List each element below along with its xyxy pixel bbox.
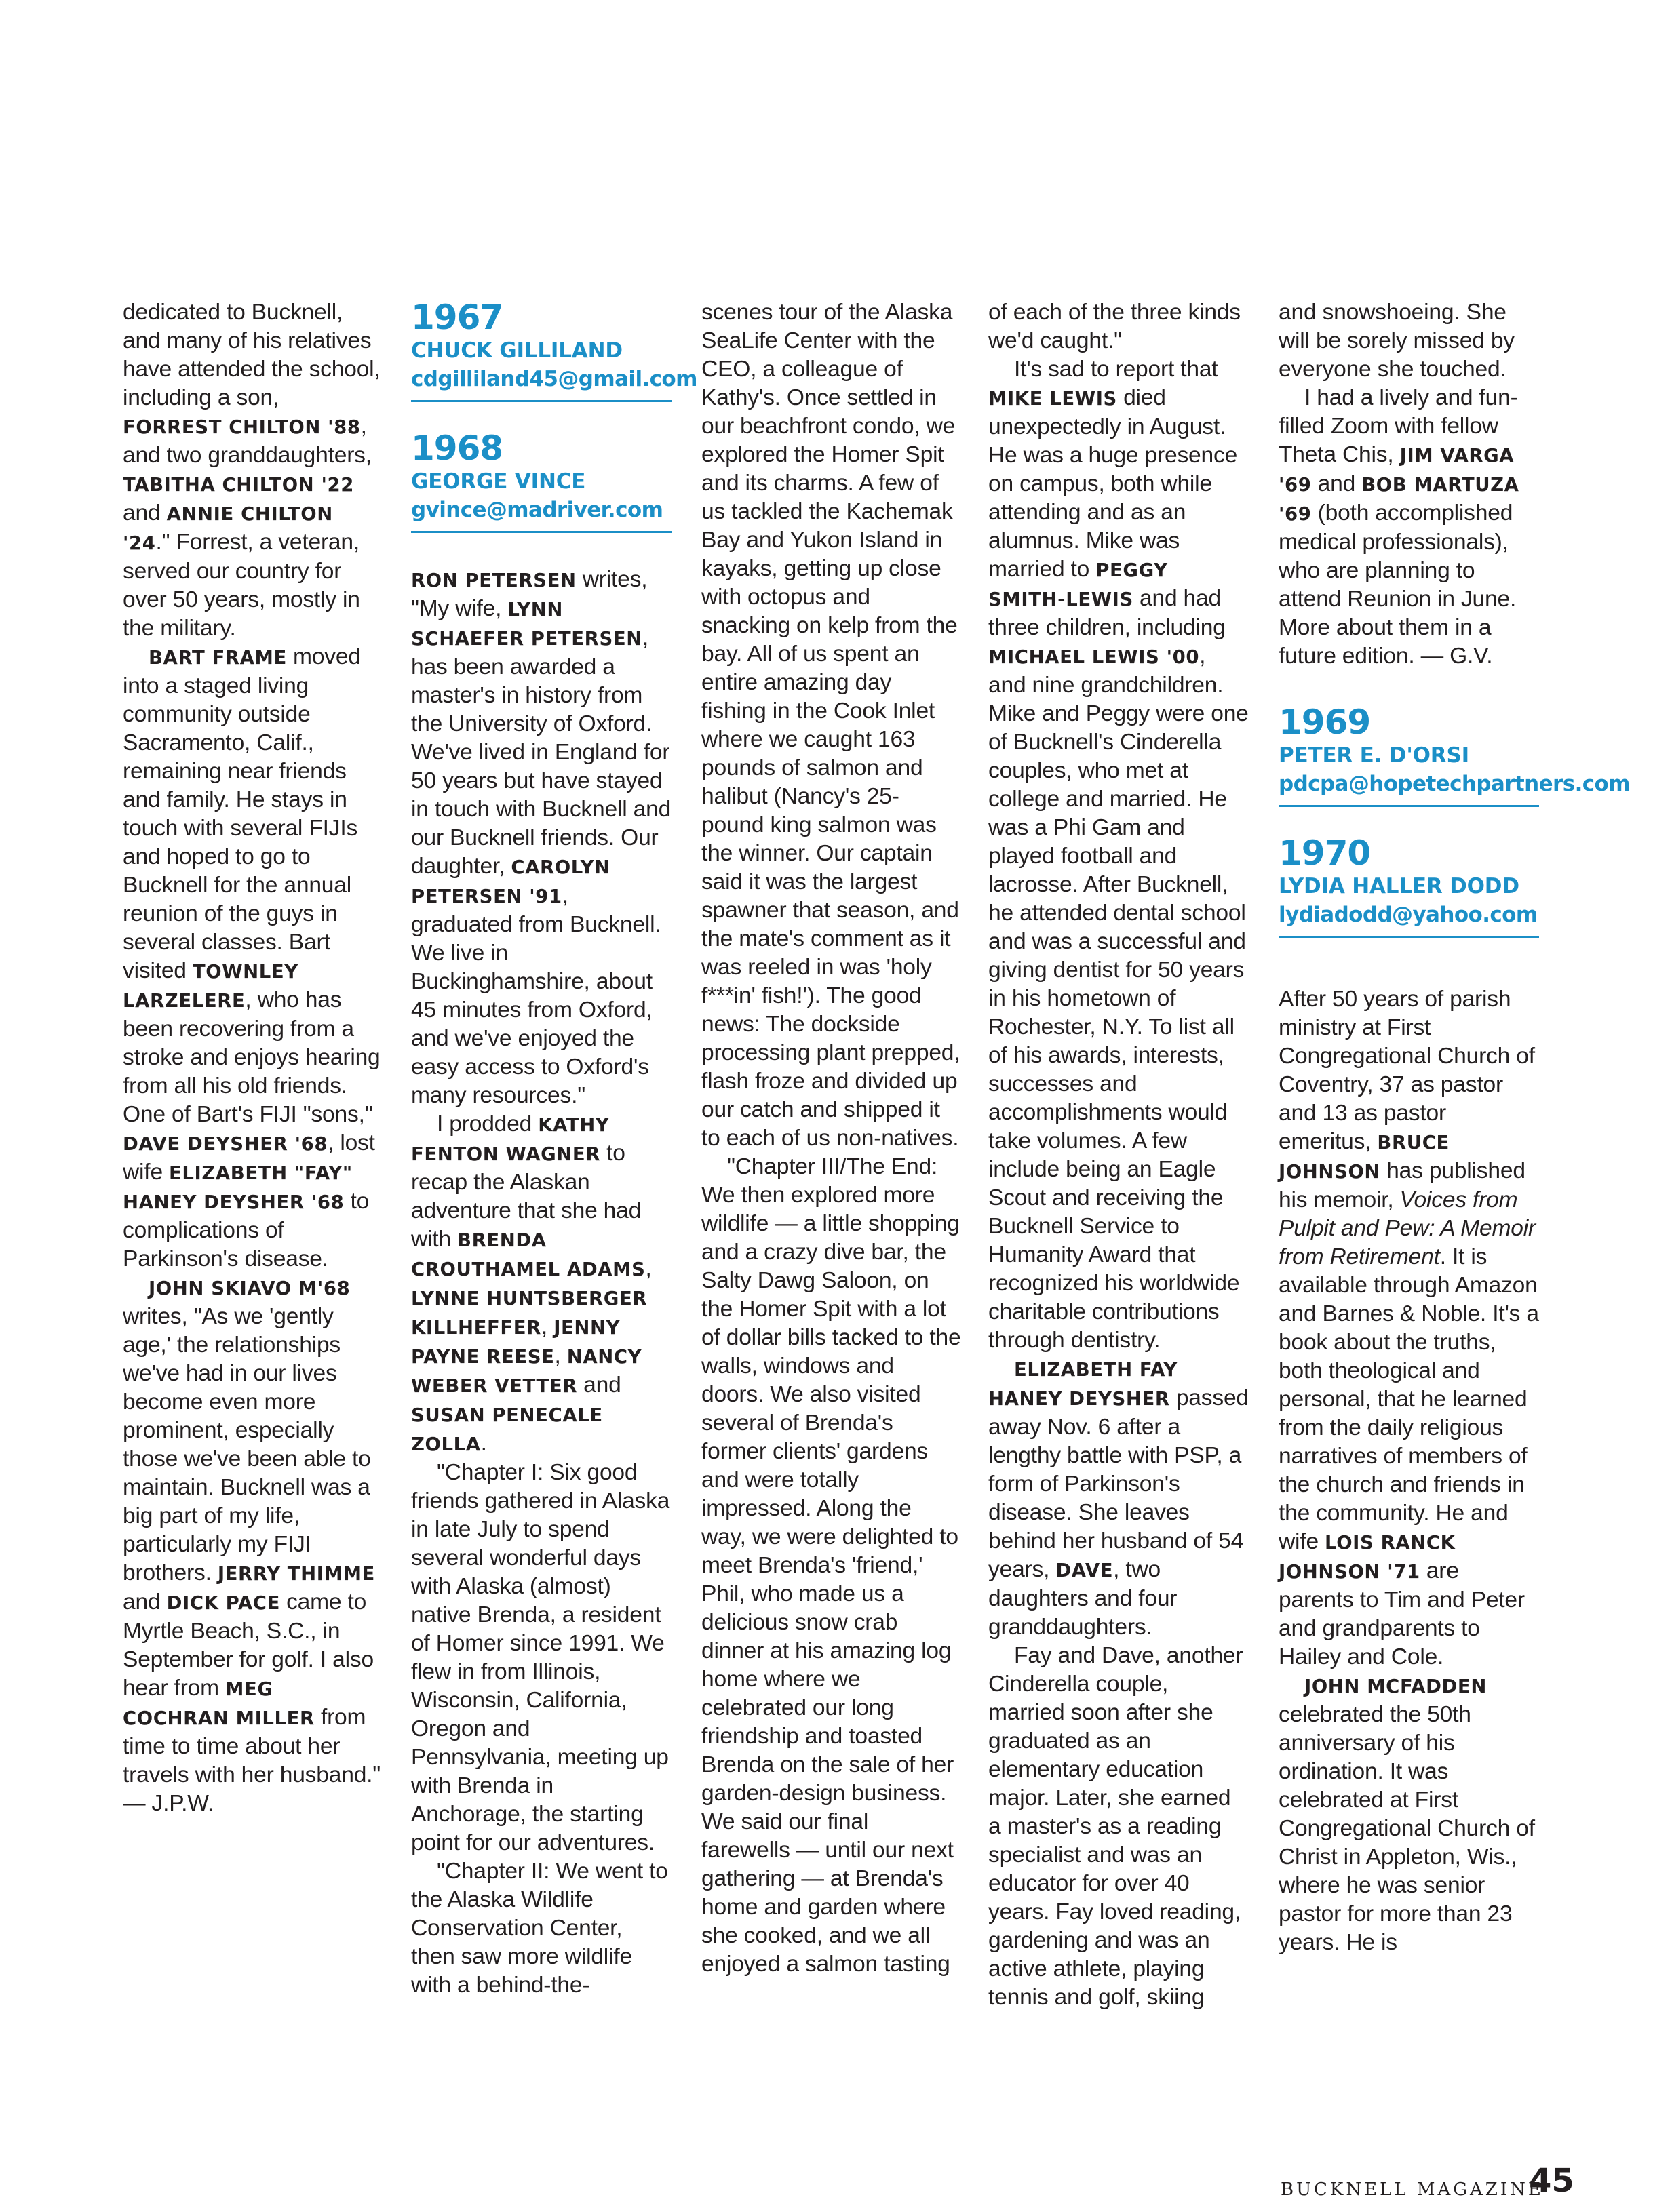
alumni-name: LOIS RANCK JOHNSON '71: [1279, 1532, 1456, 1583]
magazine-name: BUCKNELL MAGAZINE: [1281, 2179, 1544, 2200]
correspondent-email[interactable]: gvince@madriver.com: [411, 498, 663, 522]
paragraph: BART FRAME moved into a staged living community outside Sacramento, Calif., remaining near friends and family. He stays in touch with several FIJIs and hoped to go to Bucknell for the annual reunion of the guys in several classes. Bart visited TOWNLEY LARZELERE, who has been recovering from a stroke and enjoys hearing from all his old friends. One of Bart's FIJI "sons," DAVE DEYSHER '68, lost wife ELIZABETH "FAY" HANEY DEYSHER '68 to complications of Parkinson's disease.: [123, 644, 381, 1271]
alumni-name: TABITHA CHILTON '22: [123, 474, 354, 496]
paragraph: I had a lively and fun-filled Zoom with fellow Theta Chis, JIM VARGA '69 and BOB MARTUZA '69 (both accomplished medical professionals), who are planning to attend Reunion in June. More about them in a future edition. — G.V.: [1279, 385, 1519, 669]
paragraph: JOHN SKIAVO M'68 writes, "As we 'gently age,' the relationships we've had in our lives become even more prominent, especially those we've been able to maintain. Bucknell was a big part of my life, particularly my FIJI brothers. JERRY THIMME and DICK PACE came to Myrtle Beach, S.C., in September for golf. I also hear from MEG COCHRAN MILLER from time to time about her travels with her husband." — J.P.W.: [123, 1278, 381, 1816]
alumni-name: DAVE DEYSHER '68: [123, 1133, 328, 1155]
alumni-name: MICHAEL LEWIS '00: [988, 646, 1200, 668]
column-4: [988, 298, 1249, 2012]
paragraph: "Chapter III/The End: We then explored more wildlife — a little shopping and a crazy dive bar, the Salty Dawg Saloon, on the Homer Spit with a lot of dollar bills tacked to the walls, windows and doors. We also visited several of Brenda's former clients' gardens and were totally impressed. Along the way, we were delighted to meet Brenda's 'friend,' Phil, who made us a delicious snow crab dinner at his amazing log home where we celebrated our long friendship and toasted Brenda on the sale of her garden-design business. We said our final farewells — until our next gathering — at Brenda's home and garden where she cooked, and we all enjoyed a salmon tasting: [701, 1154, 961, 1977]
alumni-name: JOHN MCFADDEN: [1304, 1676, 1487, 1697]
class-correspondent: GEORGE VINCE: [411, 469, 586, 494]
class-correspondent: LYDIA HALLER DODD: [1279, 874, 1519, 898]
alumni-name: BART FRAME: [149, 647, 287, 669]
paragraph: scenes tour of the Alaska SeaLife Center with the CEO, a colleague of Kathy's. Once settled in our beachfront condo, we explored the Homer Spit and its charms. A few of us tackled the Kachemak Bay and Yukon Island in kayaks, getting up close with octopus and snacking on kelp from the bay. All of us spent an entire amazing day fishing in the Cook Inlet where we caught 163 pounds of salmon and halibut (Nancy's 25-pound king salmon was the winner. Our captain said it was the largest spawner that season, and the mate's comment as it was reeled in was 'holy f***in' fish!'). The good news: The dockside processing plant prepped, flash froze and divided up our catch and shipped it to each of us non-natives.: [701, 300, 960, 1151]
correspondent-email[interactable]: lydiadodd@yahoo.com: [1279, 903, 1538, 927]
alumni-name: JIM VARGA '69: [1279, 445, 1515, 496]
alumni-name: KATHY FENTON WAGNER: [411, 1114, 610, 1165]
alumni-name: RON PETERSEN: [411, 570, 577, 591]
class-1970-header: [1279, 834, 1539, 929]
paragraph: I prodded KATHY FENTON WAGNER to recap the Alaskan adventure that she had with BRENDA CROUTHAMEL ADAMS, LYNNE HUNTSBERGER KILLHEFFER, JENNY PAYNE REESE, NANCY WEBER VETTER and SUSAN PENECALE ZOLLA.: [411, 1111, 652, 1456]
paragraph: dedicated to Bucknell, and many of his relatives have attended the school, including a son, FORREST CHILTON '88, and two granddaughters, TABITHA CHILTON '22 and ANNIE CHILTON '24." Forrest, a veteran, served our country for over 50 years, mostly in the military.: [123, 300, 381, 641]
alumni-name: MEG COCHRAN MILLER: [123, 1678, 315, 1729]
alumni-name: ANNIE CHILTON '24: [123, 503, 333, 554]
page-number: 45: [1529, 2162, 1574, 2200]
alumni-name: JENNY PAYNE REESE: [411, 1317, 621, 1368]
alumni-name: TOWNLEY LARZELERE: [123, 961, 298, 1012]
alumni-name: JERRY THIMME: [217, 1563, 375, 1585]
paragraph: Fay and Dave, another Cinderella couple, married soon after she graduated as an elementary education major. Later, she earned a master's as a reading specialist and was an educator for over 40 years. Fay loved reading, gardening and was an active athlete, playing tennis and golf, skiing: [988, 1643, 1243, 2010]
alumni-name: DAVE: [1055, 1560, 1114, 1581]
paragraph: and snowshoeing. She will be sorely missed by everyone she touched.: [1279, 300, 1515, 382]
alumni-name: MIKE LEWIS: [988, 388, 1117, 410]
class-year: 1970: [1279, 833, 1371, 873]
paragraph: "Chapter II: We went to the Alaska Wildlife Conservation Center, then saw more wildlife with a behind-the-: [411, 1859, 668, 1998]
alumni-name: ELIZABETH FAY HANEY DEYSHER: [988, 1359, 1178, 1410]
alumni-name: LYNNE HUNTSBERGER KILLHEFFER: [411, 1288, 648, 1339]
column-5: [1279, 298, 1630, 1957]
paragraph: ELIZABETH FAY HANEY DEYSHER passed away Nov. 6 after a lengthy battle with PSP, a form of Parkinson's disease. She leaves behind her husband of 54 years, DAVE, two daughters and four granddaughters.: [988, 1359, 1249, 1640]
class-correspondent: CHUCK GILLILAND: [411, 338, 623, 363]
paragraph: of each of the three kinds we'd caught.": [988, 300, 1241, 353]
class-1968-header: [411, 429, 672, 524]
class-1967-header: [411, 298, 697, 393]
alumni-name: SUSAN PENECALE ZOLLA: [411, 1404, 603, 1455]
divider: [411, 531, 672, 533]
alumni-name: PEGGY SMITH-LEWIS: [988, 559, 1168, 610]
alumni-name: DICK PACE: [166, 1592, 280, 1614]
column-1: [123, 298, 383, 1818]
class-year: 1968: [411, 429, 503, 468]
class-year: 1967: [411, 298, 503, 337]
paragraph: RON PETERSEN writes, "My wife, LYNN SCHAEFER PETERSEN, has been awarded a master's in history from the University of Oxford. We've lived in England for 50 years but have stayed in touch with Bucknell and our Bucknell friends. Our daughter, CAROLYN PETERSEN '91, graduated from Bucknell. We live in Buckinghamshire, about 45 minutes from Oxford, and we've enjoyed the easy access to Oxford's many resources.": [411, 567, 672, 1108]
class-year: 1969: [1279, 703, 1371, 742]
alumni-name: FORREST CHILTON '88: [123, 416, 361, 438]
class-correspondent: PETER E. D'ORSI: [1279, 743, 1469, 768]
paragraph: It's sad to report that MIKE LEWIS died unexpectedly in August. He was a huge presence on campus, both while attending and as an alumnus. Mike was married to PEGGY SMITH-LEWIS and had three children, including MICHAEL LEWIS '00, and nine grandchildren. Mike and Peggy were one of Bucknell's Cinderella couples, who met at college and married. He was a Phi Gam and played football and lacrosse. After Bucknell, he attended dental school and was a successful and giving dentist for 50 years in his hometown of Rochester, N.Y. To list all of his awards, interests, successes and accomplishments would take volumes. A few include being an Eagle Scout and receiving the Bucknell Service to Humanity Award that recognized his worldwide charitable contributions through dentistry.: [988, 357, 1249, 1353]
divider: [411, 400, 672, 402]
column-3: [701, 298, 962, 1979]
alumni-name: ELIZABETH "FAY" HANEY DEYSHER '68: [123, 1162, 353, 1213]
paragraph: JOHN MCFADDEN celebrated the 50th anniversary of his ordination. It was celebrated at First Congregational Church of Christ in Appleton, Wis., where he was senior pastor for more than 23 years. He is: [1279, 1676, 1535, 1955]
alumni-name: JOHN SKIAVO M'68: [149, 1278, 351, 1299]
alumni-name: BRENDA CROUTHAMEL ADAMS: [411, 1229, 646, 1280]
alumni-name: CAROLYN PETERSEN '91: [411, 856, 610, 907]
alumni-name: NANCY WEBER VETTER: [411, 1346, 642, 1397]
alumni-name: BOB MARTUZA '69: [1279, 474, 1519, 525]
divider: [1279, 805, 1539, 807]
alumni-name: LYNN SCHAEFER PETERSEN: [411, 599, 642, 650]
paragraph: "Chapter I: Six good friends gathered in Alaska in late July to spend several wonderful days with Alaska (almost) native Brenda, a resident of Homer since 1991. We flew in from Illinois, Wisconsin, California, Oregon and Pennsylvania, meeting up with Brenda in Anchorage, the starting point for our adventures.: [411, 1460, 670, 1855]
divider: [1279, 936, 1539, 938]
column-2: [411, 298, 697, 2000]
correspondent-email[interactable]: pdcpa@hopetechpartners.com: [1279, 772, 1630, 796]
class-1969-header: [1279, 703, 1630, 798]
paragraph: After 50 years of parish ministry at First Congregational Church of Coventry, 37 as pastor and 13 as pastor emeritus, BRUCE JOHNSON has published his memoir, Voices from Pulpit and Pew: A Memoir from Retirement. It is available through Amazon and Barnes & Noble. It's a book about the truths, both theological and personal, that he learned from the daily religious narratives of members of the church and friends in the community. He and wife LOIS RANCK JOHNSON '71 are parents to Tim and Peter and grandparents to Hailey and Cole.: [1279, 987, 1539, 1670]
alumni-name: BRUCE JOHNSON: [1279, 1132, 1450, 1183]
book-title: Voices from Pulpit and Pew: A Memoir from Retirement: [1279, 1187, 1536, 1269]
correspondent-email[interactable]: cdgilliland45@gmail.com: [411, 367, 697, 391]
